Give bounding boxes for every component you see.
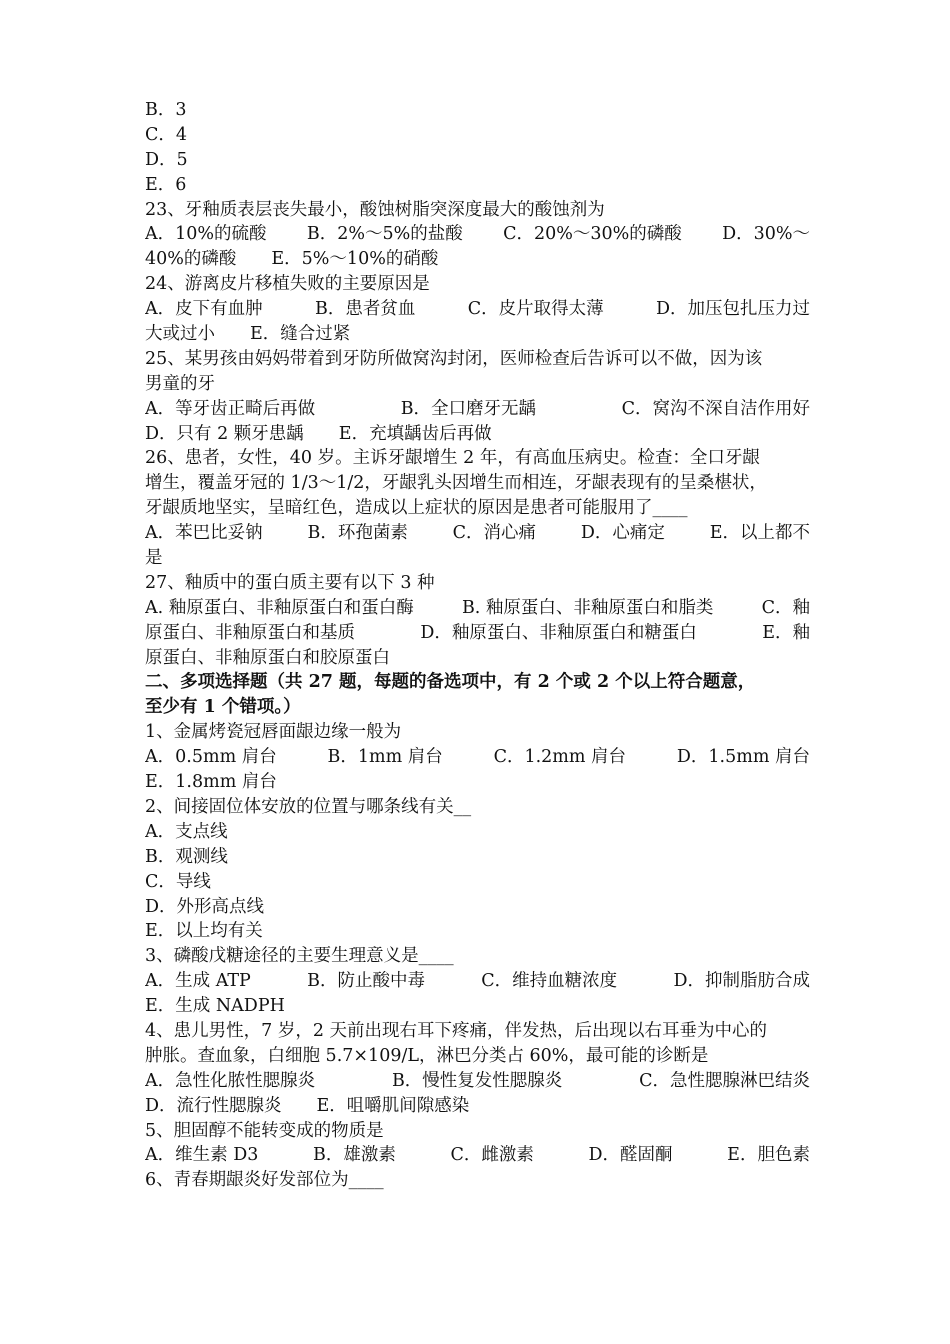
text-segment: 二、多项选择题（共 27 题，每题的备选项中，有 2 个或 2 个以上符合题意， <box>145 672 756 693</box>
text-segment: D．醛固酮 <box>588 1145 673 1166</box>
text-line: E．以上均有关 <box>145 921 263 942</box>
text-segment: D．心痛定 <box>580 523 665 544</box>
text-segment: C．20%～30%的磷酸 <box>503 224 682 245</box>
text-line: E．6 <box>145 174 187 195</box>
text-line: 增生，覆盖牙冠的 1/3～1/2，牙龈乳头因增生而相连，牙龈表现有的呈桑椹状， <box>145 473 767 494</box>
text-segment: B．防止酸中毒 <box>307 971 425 992</box>
text-segment: E．胆色素 <box>727 1145 810 1166</box>
text-segment: B．全口磨牙无龋 <box>400 398 537 419</box>
text-segment: A．0.5mm 肩台 <box>145 747 277 768</box>
text-segment: B．雄激素 <box>313 1145 396 1166</box>
text-line: 27、釉质中的蛋白质主要有以下 3 种 <box>145 572 435 593</box>
text-segment: C．维持血糖浓度 <box>481 971 618 992</box>
text-line: 24、游离皮片移植失败的主要原因是 <box>145 274 430 295</box>
text-line <box>145 596 810 621</box>
text-segment: C．釉 <box>761 597 810 618</box>
text-segment: 原蛋白、非釉原蛋白和基质 <box>145 622 355 643</box>
text-segment: D．1.5mm 肩台 <box>676 747 810 768</box>
text-line: C．4 <box>145 124 188 145</box>
text-line: B．观测线 <box>145 846 228 867</box>
text-line: D．外形高点线 <box>145 896 265 917</box>
text-line: 是 <box>145 548 163 569</box>
text-line: 2、间接固位体安放的位置与哪条线有关__ <box>145 796 472 817</box>
text-segment: C．皮片取得太薄 <box>467 299 604 320</box>
text-line: 4、患儿男性，7 岁，2 天前出现右耳下疼痛，伴发热，后出现以右耳垂为中心的 <box>145 1020 768 1041</box>
text-line: 23、牙釉质表层丧失最小，酸蚀树脂突深度最大的酸蚀剂为 <box>145 199 605 220</box>
text-segment: C．消心痛 <box>452 523 537 544</box>
text-line: 1、金属烤瓷冠唇面龈边缘一般为 <box>145 722 402 743</box>
text-segment: B．慢性复发性腮腺炎 <box>391 1070 563 1091</box>
text-segment: E．以上都不 <box>709 523 810 544</box>
text-line <box>145 621 810 646</box>
text-line <box>145 397 810 422</box>
text-segment: B．1mm 肩台 <box>327 747 443 768</box>
text-segment: D．釉原蛋白、非釉原蛋白和糖蛋白 <box>420 622 697 643</box>
text-segment: C．1.2mm 肩台 <box>493 747 627 768</box>
text-line <box>145 297 810 322</box>
text-segment: A．等牙齿正畸后再做 <box>145 398 316 419</box>
text-line: B．3 <box>145 100 187 120</box>
text-line: E．生成 NADPH <box>145 996 285 1017</box>
text-line <box>145 1143 810 1168</box>
text-line: 5、胆固醇不能转变成的物质是 <box>145 1120 384 1141</box>
text-segment: B. 釉原蛋白、非釉原蛋白和脂类 <box>461 597 714 618</box>
text-line: D．5 <box>145 149 188 170</box>
text-segment: C．急性腮腺淋巴结炎 <box>639 1070 810 1091</box>
text-line <box>145 222 810 247</box>
text-line <box>145 745 810 770</box>
text-line <box>145 1069 810 1094</box>
text-segment: B．2%～5%的盐酸 <box>306 224 463 245</box>
text-segment: A．皮下有血肿 <box>145 299 263 320</box>
document-body <box>145 98 810 1193</box>
text-segment: C．窝沟不深自洁作用好 <box>621 398 810 419</box>
text-segment: B．环孢菌素 <box>307 523 408 544</box>
text-line: 26、患者，女性，40 岁。主诉牙龈增生 2 年，有高血压病史。检查：全口牙龈 <box>145 448 760 469</box>
text-line: 男童的牙 <box>145 373 215 394</box>
text-line: 牙龈质地坚实，呈暗红色，造成以上症状的原因是患者可能服用了____ <box>145 498 688 519</box>
text-line: 6、青春期龈炎好发部位为____ <box>145 1170 384 1191</box>
text-line <box>145 670 810 695</box>
text-segment: D．30%～ <box>722 224 810 245</box>
text-line: D．只有 2 颗牙患龋 E．充填龋齿后再做 <box>145 423 492 444</box>
text-line: 25、某男孩由妈妈带着到牙防所做窝沟封闭，医师检查后告诉可以不做，因为该 <box>145 348 763 369</box>
text-line: 至少有 1 个错项。） <box>145 697 301 718</box>
text-segment: A. 釉原蛋白、非釉原蛋白和蛋白酶 <box>145 597 414 618</box>
text-line <box>145 969 810 994</box>
text-line: C．导线 <box>145 871 211 892</box>
text-line: E．1.8mm 肩台 <box>145 772 277 793</box>
text-line: 大或过小 E．缝合过紧 <box>145 324 351 345</box>
text-line: 40%的磷酸 E．5%～10%的硝酸 <box>145 249 439 270</box>
text-segment: A．苯巴比妥钠 <box>145 523 263 544</box>
text-line: 肿胀。查血象，白细胞 5.7×109/L，淋巴分类占 60%，最可能的诊断是 <box>145 1045 709 1066</box>
text-line: D．流行性腮腺炎 E．咀嚼肌间隙感染 <box>145 1095 470 1116</box>
text-segment: A．10%的硫酸 <box>145 224 267 245</box>
text-segment: A．维生素 D3 <box>145 1145 259 1166</box>
text-segment: D．加压包扎压力过 <box>655 299 810 320</box>
text-line: 3、磷酸戊糖途径的主要生理意义是____ <box>145 946 454 967</box>
text-segment: D．抑制脂肪合成 <box>673 971 810 992</box>
text-segment: C．雌激素 <box>450 1145 534 1166</box>
text-line: A．支点线 <box>145 821 228 842</box>
text-segment: E．釉 <box>762 622 810 643</box>
text-segment: A．生成 ATP <box>145 971 251 992</box>
text-segment: A．急性化脓性腮腺炎 <box>145 1070 316 1091</box>
text-line: 原蛋白、非釉原蛋白和胶原蛋白 <box>145 647 390 668</box>
text-line <box>145 521 810 546</box>
text-segment: B．患者贫血 <box>314 299 416 320</box>
